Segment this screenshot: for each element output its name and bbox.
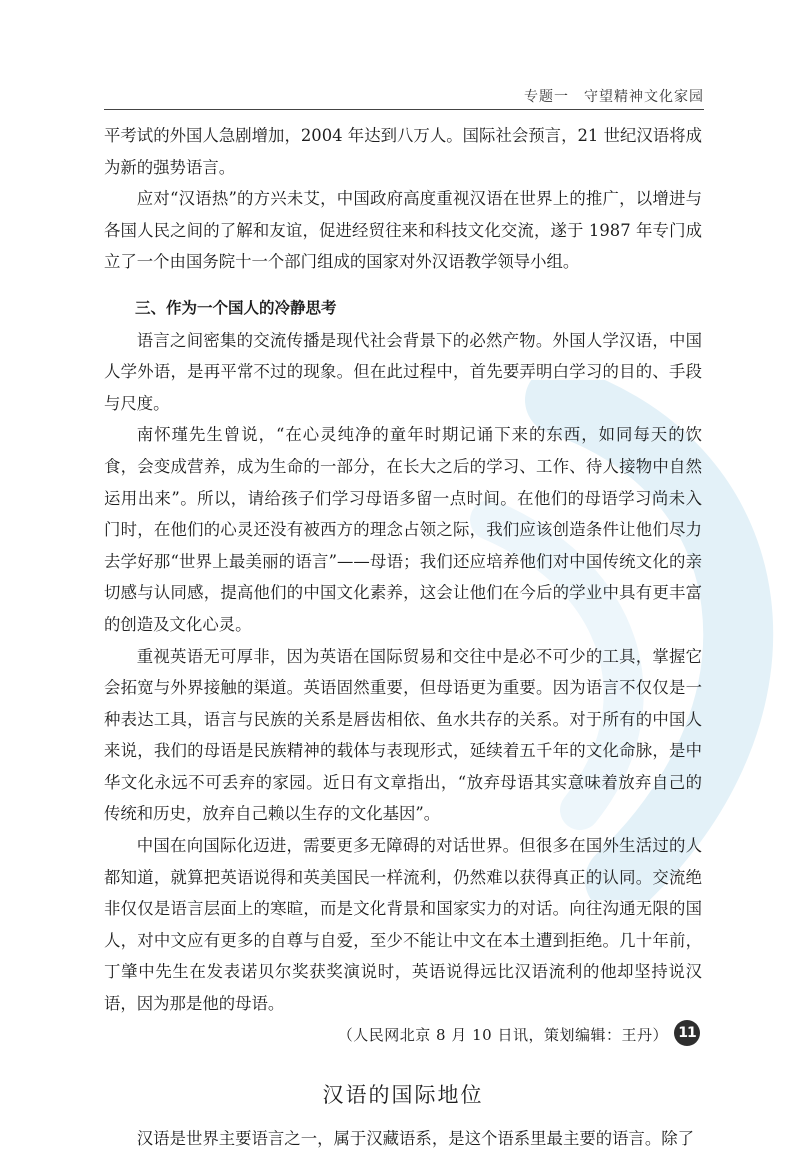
header-title: 专题一 守望精神文化家园 bbox=[524, 89, 704, 105]
running-header bbox=[104, 82, 704, 110]
paragraph: 应对“汉语热”的方兴未艾，中国政府高度重视汉语在世界上的推广，以增进与各国人民之间的了解和友谊，促进经贸往来和科技文化交流，遂于 1987 年专门成立了一个由国务院十一个部门组成的国家对外汉语教学领导小组。 bbox=[104, 189, 702, 272]
paragraph: 重视英语无可厚非，因为英语在国际贸易和交往中是必不可少的工具，掌握它会拓宽与外界接触的渠道。英语固然重要，但母语更为重要。因为语言不仅仅是一种表达工具，语言与民族的关系是唇齿相依、鱼水共存的关系。对于所有的中国人来说，我们的母语是民族精神的载体与表现形式，延续着五千年的文化命脉，是中华文化永远不可丢弃的家园。近日有文章指出，“放弃母语其实意味着放弃自己的传统和历史，放弃自己赖以生存的文化基因”。 bbox=[104, 646, 702, 824]
header-rule bbox=[104, 109, 704, 110]
paragraph: 中国在向国际化迈进，需要更多无障碍的对话世界。但很多在国外生活过的人都知道，就算把英语说得和英美国民一样流利，仍然难以获得真正的认同。交流绝非仅仅是语言层面上的寒暄，而是文化背景和国家实力的对话。向往沟通无限的国人，对中文应有更多的自尊与自爱，至少不能让中文在本土遭到拒绝。几十年前，丁肇中先生在发表诺贝尔奖获奖演说时，英语说得远比汉语流利的他却坚持说汉语，因为那是他的母语。 bbox=[104, 836, 702, 1014]
section-heading: 三、作为一个国人的冷静思考 bbox=[135, 298, 337, 317]
paragraph: 汉语是世界主要语言之一，属于汉藏语系，是这个语系里最主要的语言。除了 bbox=[136, 1129, 695, 1149]
paragraph: 语言之间密集的交流传播是现代社会背景下的必然产物。外国人学汉语，中国人学外语，是再平常不过的现象。但在此过程中，首先要弄明白学习的目的、手段与尺度。 bbox=[104, 330, 702, 413]
paragraph-continued: 平考试的外国人急剧增加，2004 年达到八万人。国际社会预言，21 世纪汉语将成为新的强势语言。 bbox=[104, 126, 702, 177]
page-number-badge: 11 bbox=[674, 1020, 700, 1046]
source-note: （人民网北京 8 月 10 日讯，策划编辑：王丹） bbox=[337, 1025, 668, 1044]
article-title: 汉语的国际地位 bbox=[322, 1083, 484, 1108]
article-body bbox=[104, 1123, 702, 1155]
paragraph: 南怀瑾先生曾说，“在心灵纯净的童年时期记诵下来的东西，如同每天的饮食，会变成营养，成为生命的一部分，在长大之后的学习、工作、待人接物中自然运用出来”。所以，请给孩子们学习母语多留一点时间。在他们的母语学习尚未入门时，在他们的心灵还没有被西方的理念占领之际，我们应该创造条件让他们尽力去学好那“世界上最美丽的语言”——母语；我们还应培养他们对中国传统文化的亲切感与认同感，提高他们的中国文化素养，这会让他们在今后的学业中具有更丰富的创造及文化心灵。 bbox=[104, 425, 702, 634]
page-content bbox=[104, 120, 702, 1155]
